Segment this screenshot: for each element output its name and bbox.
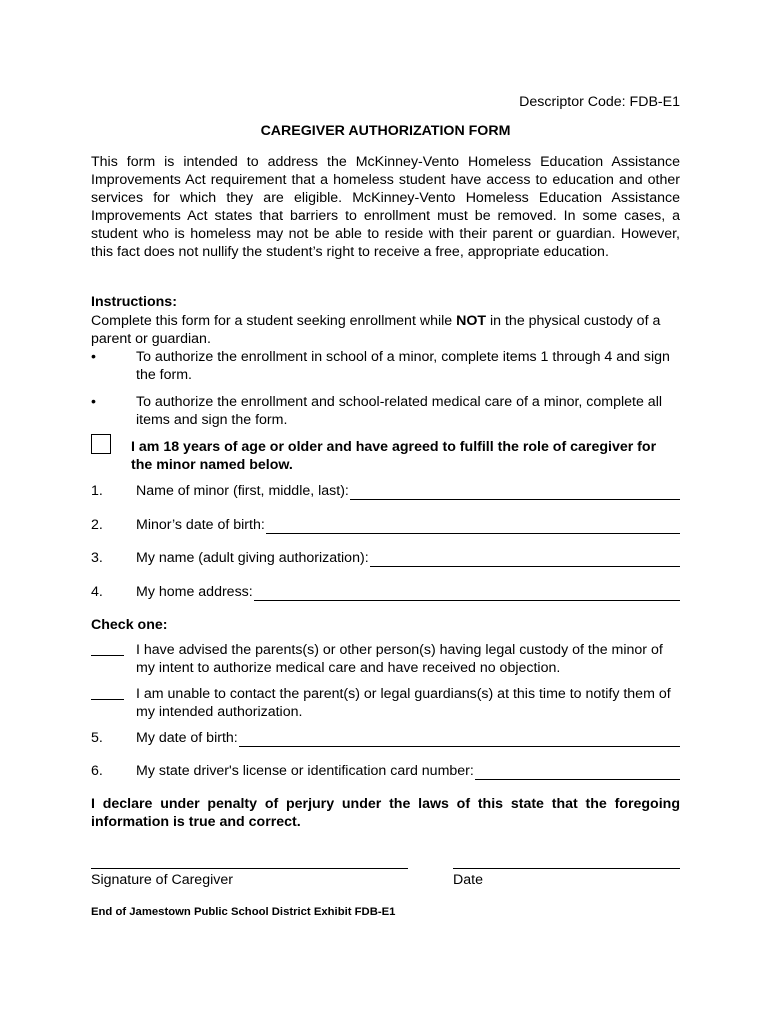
item-number: 5. (91, 730, 103, 746)
item-number: 4. (91, 584, 103, 600)
check-blank[interactable] (91, 699, 124, 700)
item-number: 3. (91, 550, 103, 566)
instructions-text-end: in the physical custody of a parent or guardian. (91, 313, 661, 347)
item-adult-name (91, 549, 680, 569)
intro-paragraph: This form is intended to address the McKinney-Vento Homeless Education Assistance Improvements Act requirement that a homeless student have access to education and other services for which they are eligible. McKinney-Vento Homeless Education Assistance Improvements Act states that barriers to enrollment must be removed. In some cases, a student who is homeless may not be able to reside with their parent or guardian. However, this fact does not nullify the student’s right to receive a free, appropriate education. (91, 154, 680, 260)
date-label: Date (453, 872, 483, 888)
license-number-field[interactable] (475, 765, 680, 780)
item-label: Name of minor (first, middle, last): (136, 483, 349, 499)
instructions-text-emphasis: NOT (456, 313, 487, 329)
check-blank[interactable] (91, 655, 124, 656)
item-label: My name (adult giving authorization): (136, 550, 369, 566)
signature-field[interactable] (91, 868, 408, 869)
exhibit-footer: End of Jamestown Public School District Exhibit FDB-E1 (91, 906, 396, 918)
item-label: My date of birth: (136, 730, 238, 746)
bullet-text: To authorize the enrollment in school of a minor, complete items 1 through 4 and sign the form. (136, 349, 670, 383)
bullet-text: To authorize the enrollment and school-related medical care of a minor, complete all items and sign the form. (136, 394, 663, 428)
check-one-heading: Check one: (91, 617, 168, 633)
check-option-text: I have advised the parents(s) or other person(s) having legal custody of the minor of my intent to authorize medical care and have received no objection. (136, 642, 663, 676)
date-field[interactable] (453, 868, 680, 869)
home-address-field[interactable] (254, 586, 680, 601)
item-number: 2. (91, 517, 103, 533)
item-caregiver-dob (91, 729, 680, 749)
item-minor-name (91, 482, 680, 502)
instructions-heading: Instructions: (91, 294, 177, 310)
minor-name-field[interactable] (350, 485, 680, 500)
caregiver-checkbox[interactable] (91, 434, 111, 454)
item-license-number (91, 762, 680, 782)
instructions-text (91, 312, 680, 348)
caregiver-dob-field[interactable] (239, 732, 680, 747)
minor-dob-field[interactable] (266, 519, 680, 534)
instructions-text-start: Complete this form for a student seeking enrollment while (91, 313, 457, 329)
adult-name-field[interactable] (370, 552, 680, 567)
item-number: 1. (91, 483, 103, 499)
item-minor-dob (91, 516, 680, 536)
item-number: 6. (91, 763, 103, 779)
item-home-address (91, 583, 680, 603)
signature-label: Signature of Caregiver (91, 872, 233, 888)
perjury-declaration: I declare under penalty of perjury under the laws of this state that the foregoing information is true and correct. (91, 796, 680, 830)
item-label: Minor’s date of birth: (136, 517, 265, 533)
form-title: CAREGIVER AUTHORIZATION FORM (260, 123, 511, 139)
bullet-icon: • (91, 349, 96, 365)
form-page (91, 0, 680, 1024)
item-label: My state driver's license or identification card number: (136, 763, 474, 779)
check-option-text: I am unable to contact the parent(s) or legal guardians(s) at this time to notify them of my intended authorization. (136, 686, 671, 720)
caregiver-statement: I am 18 years of age or older and have agreed to fulfill the role of caregiver for the minor named below. (131, 439, 657, 473)
descriptor-code: Descriptor Code: FDB-E1 (519, 94, 680, 110)
bullet-icon: • (91, 394, 96, 410)
item-label: My home address: (136, 584, 253, 600)
